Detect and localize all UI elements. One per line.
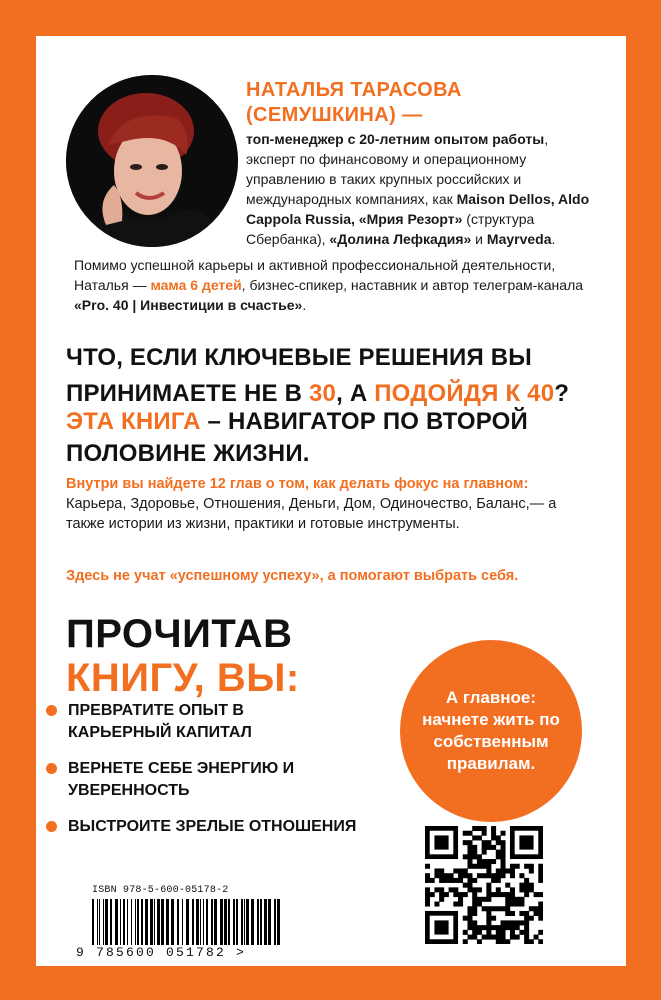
headline-text: , А — [336, 380, 375, 407]
tagline: Здесь не учат «успешному успеху», а помогают выбрать себя. — [66, 568, 519, 584]
circle-text: А главное: начнете жить по собственным правилам. — [422, 688, 560, 773]
author-bio-extra — [74, 255, 594, 315]
headline-highlight: ЭТА КНИГА — [66, 408, 201, 435]
cta-title-line1: ПРОЧИТАВ — [66, 612, 293, 656]
telegram-channel-name: «Pro. 40 | Инвестиции в счастье» — [74, 297, 303, 313]
bio-part: , эксперт по финансовому и операционному управлению в таких крупных российских и международных компаниях, как — [246, 131, 549, 207]
bio-part: топ-менеджер с 20-летним опытом работы — [246, 131, 545, 147]
qr-code — [425, 826, 543, 944]
bio-part: Mayrveda — [486, 231, 552, 247]
headline-question — [66, 340, 606, 412]
benefit-text: ПРЕВРАТИТЕ ОПЫТ В КАРЬЕРНЫЙ КАПИТАЛ — [68, 702, 252, 741]
bio2-highlight: мама 6 детей — [150, 277, 242, 293]
headline-highlight: ПОДОЙДЯ К 40 — [374, 380, 555, 407]
headline-text: – НАВИГАТОР ПО ВТОРОЙ ПОЛОВИНЕ ЖИЗНИ. — [66, 408, 528, 467]
bio2-text: Помимо успешной карьеры и активной профессиональной деятельности, Наталья — — [74, 257, 556, 293]
benefit-item — [46, 700, 376, 744]
bio-part: . — [551, 231, 556, 247]
bullet-icon — [46, 705, 57, 716]
cta-title-line2: КНИГУ, ВЫ: — [66, 656, 300, 700]
author-photo — [66, 75, 238, 247]
bio-part: «Долина Лефкадия» — [329, 231, 472, 247]
contents-lead: Внутри вы найдете 12 глав о том, как делать фокус на главном: — [66, 476, 529, 492]
benefit-item — [46, 758, 376, 802]
bio2-text: , бизнес-спикер, наставник и автор телеграм-канала — [241, 277, 584, 293]
author-name — [246, 78, 586, 128]
author-name-line1: НАТАЛЬЯ ТАРАСОВА — [246, 79, 462, 101]
headline-text: ? — [554, 380, 570, 407]
barcode-icon — [90, 899, 286, 945]
isbn-barcode — [76, 885, 304, 965]
benefit-text: ВЫСТРОИТЕ ЗРЕЛЫЕ ОТНОШЕНИЯ — [68, 818, 357, 835]
isbn-number: ISBN 978-5-600-05178-2 — [92, 885, 229, 896]
benefit-text: ВЕРНЕТЕ СЕБЕ ЭНЕРГИЮ И УВЕРЕННОСТЬ — [68, 760, 295, 799]
bio2-text: . — [302, 297, 307, 313]
cta-title — [66, 612, 366, 700]
bullet-icon — [46, 763, 57, 774]
headline-highlight: 30 — [308, 380, 337, 407]
benefits-list — [46, 700, 376, 852]
bio-part: (структура Сбербанка), — [246, 211, 535, 247]
author-bio — [246, 129, 592, 249]
barcode-digits: 9 785600 051782 > — [76, 945, 247, 960]
benefit-item — [46, 816, 376, 838]
headline-text: ЧТО, ЕСЛИ КЛЮЧЕВЫЕ РЕШЕНИЯ ВЫ ПРИНИМАЕТЕ НЕ В — [66, 344, 532, 407]
bio-part: Maison Dellos, Aldo Cappola Russia, «Мрия Резорт» — [246, 191, 590, 227]
headline-book — [66, 406, 606, 470]
contents-text: Карьера, Здоровье, Отношения, Деньги, Дом, Одиночество, Баланс,— а также истории из жизни, практики и готовые инструменты. — [66, 496, 557, 532]
bullet-icon — [46, 821, 57, 832]
highlight-circle — [400, 640, 582, 822]
author-name-line2: (СЕМУШКИНА) — — [246, 104, 423, 126]
book-contents — [66, 474, 586, 534]
bio-part: и — [471, 231, 487, 247]
